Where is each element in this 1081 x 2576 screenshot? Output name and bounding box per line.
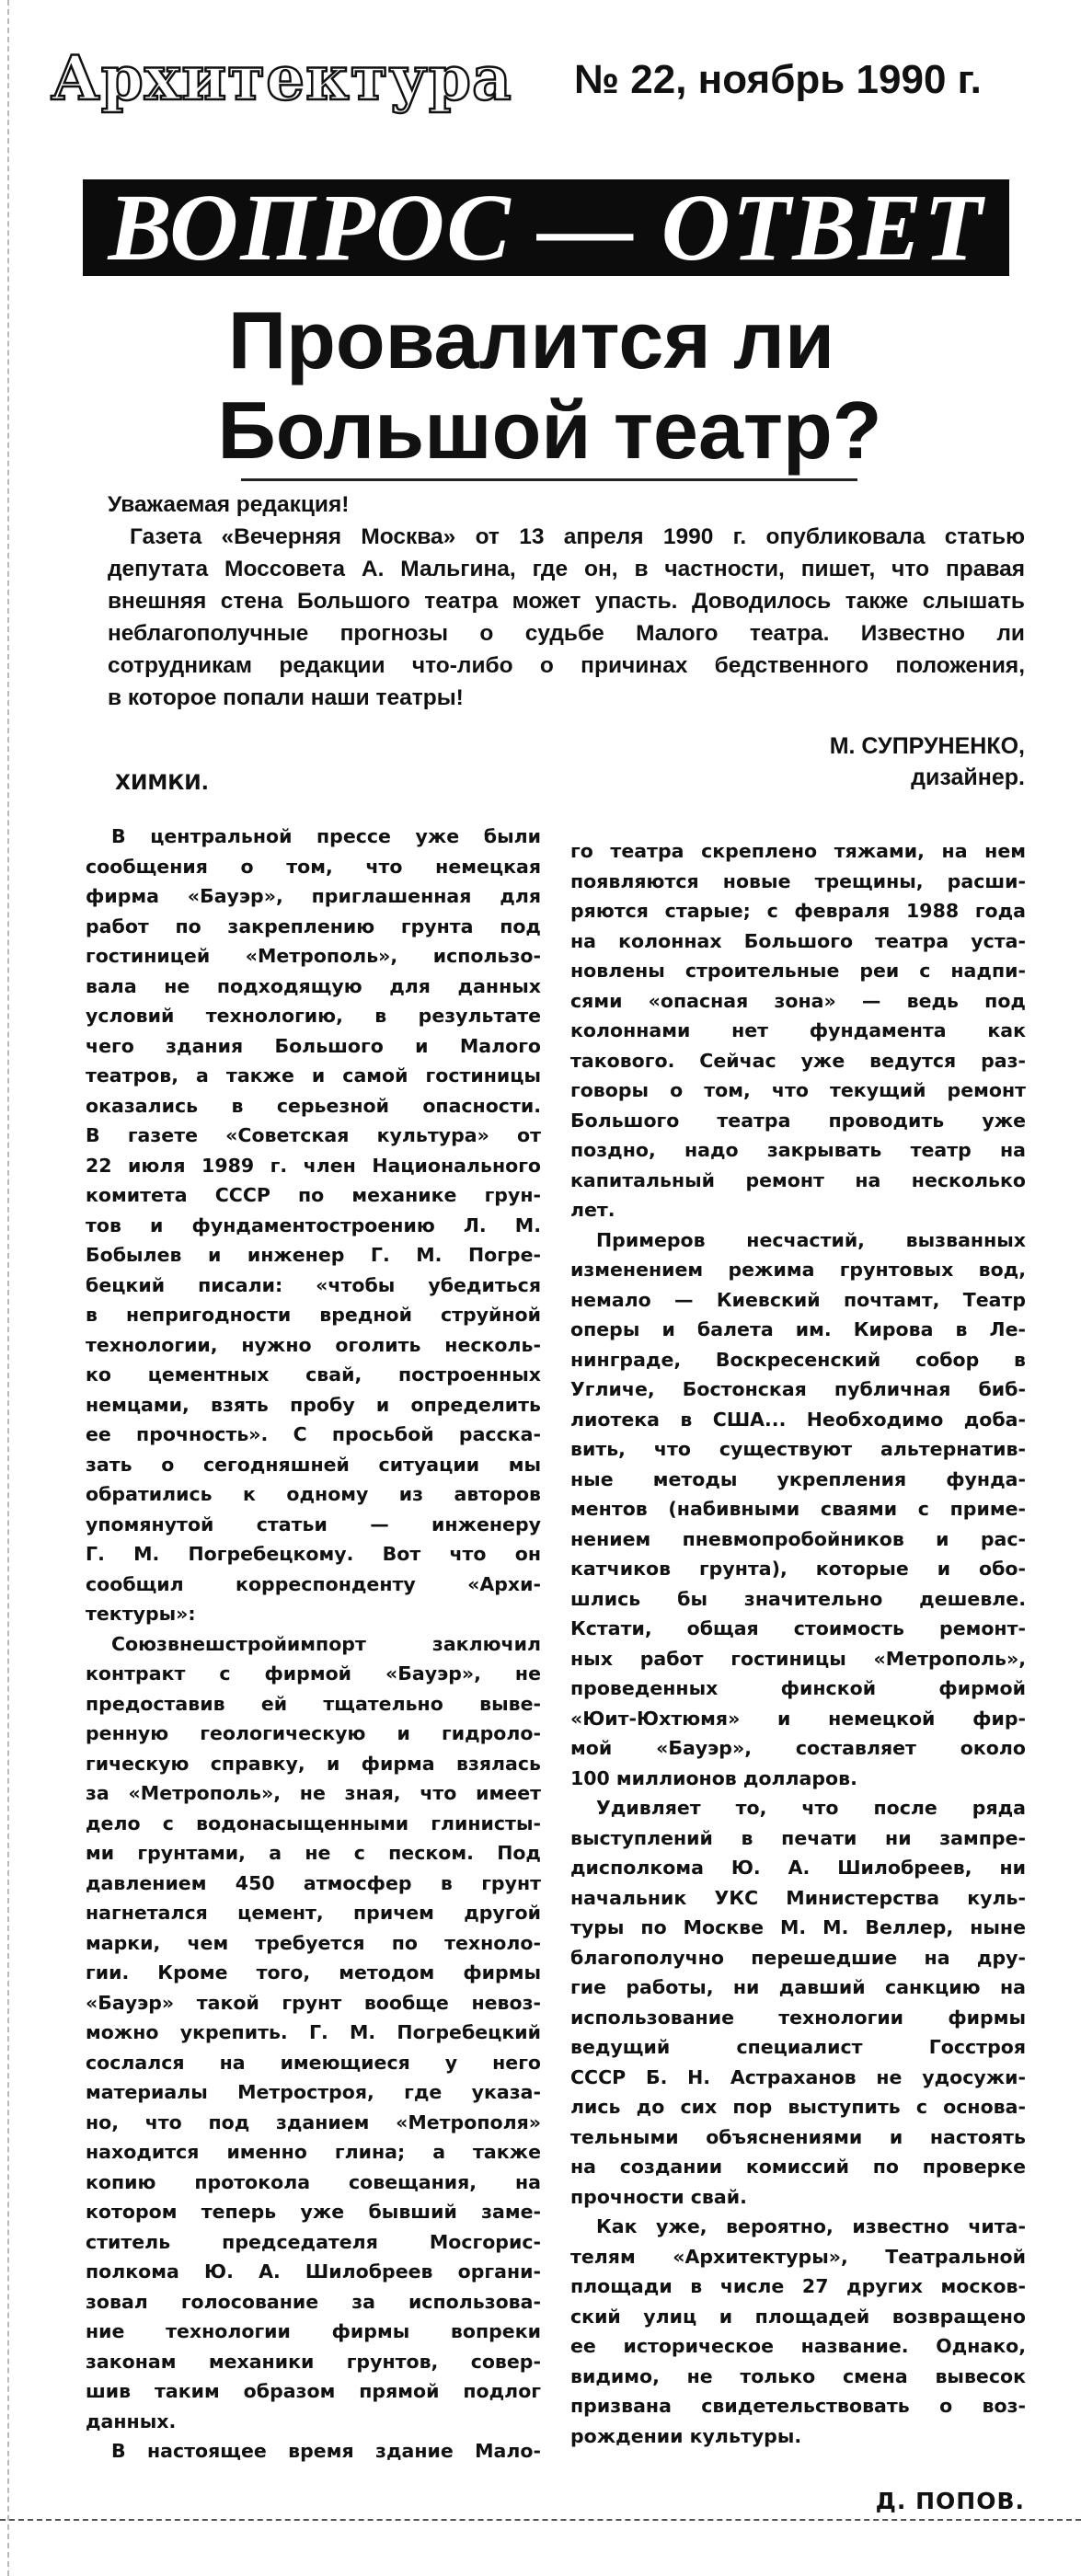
article-line: на создании комиссий по проверке (570, 2156, 1026, 2178)
article-line: обратились к одному из авторов (86, 1483, 541, 1505)
article-paragraph (86, 2436, 541, 2467)
article-line: условий технологию, в результате (86, 1005, 541, 1027)
newspaper-masthead: Архитектура (51, 42, 512, 114)
article-line: площади в числе 27 других москов- (570, 2275, 1026, 2297)
article-line: выступлений в печати ни зампре- (570, 1826, 1026, 1849)
letter-author: М. СУПРУНЕНКО, (829, 733, 1025, 759)
article-line: контракт с фирмой «Бауэр», не (86, 1662, 541, 1685)
article-line: ментов (набивными сваями с приме- (570, 1498, 1026, 1520)
article-line: зать о сегодняшней ситуации мы (86, 1453, 541, 1476)
article-line: можно укрепить. Г. М. Погребецкий (86, 2021, 541, 2043)
article-line: бецкий писали: «чтобы убедиться (86, 1273, 541, 1296)
article-line: гостиницей «Метрополь», использо- (86, 945, 541, 967)
article-line: Удивляет то, что после ряда (596, 1797, 1026, 1819)
article-line: СССР Б. Н. Астраханов не удосужи- (570, 2065, 1026, 2088)
article-line: ряются старые; с февраля 1988 года (570, 900, 1026, 922)
article-line: ее прочность». С просьбой расска- (86, 1423, 541, 1445)
article-line: ренную геологическую и гидроло- (86, 1722, 541, 1744)
article-line: находится именно глина; а также (86, 2141, 541, 2163)
article-line: нинграде, Воскресенский собор в (570, 1348, 1026, 1371)
article-line: изменением режима грунтовых вод, (570, 1259, 1026, 1281)
article-line: законам механики грунтов, совер- (86, 2350, 541, 2373)
article-byline: Д. ПОПОВ. (875, 2488, 1025, 2514)
article-line: начальник УКС Министерства куль- (570, 1886, 1026, 1909)
article-line: «Юит-Юхтюмя» и немецкой фир- (570, 1707, 1026, 1730)
article-line: котором теперь уже бывший заме- (86, 2201, 541, 2223)
headline-line-2: Большой театр? (217, 385, 882, 476)
article-paragraph (86, 822, 541, 1629)
article-line: сослался на имеющиеся у него (86, 2051, 541, 2074)
article-line: ский улиц и площадей возвращено (570, 2305, 1026, 2328)
article-line: немало — Киевский почтамт, Театр (570, 1288, 1026, 1311)
article-line: работ по закреплению грунта под (86, 914, 541, 937)
article-line: такового. Сейчас уже ведутся раз- (570, 1049, 1026, 1072)
article-line: ко цементных свай, построенных (86, 1363, 541, 1386)
article-line: «Бауэр» такой грунт вообще невоз- (86, 1991, 541, 2014)
letter-line: Газета «Вечерняя Москва» от 13 апреля 1990 г. опубликовала статью (130, 524, 1025, 549)
article-line: поздно, надо закрывать театр на (570, 1139, 1026, 1161)
article-paragraph (570, 836, 1026, 1225)
article-line: вить, что существуют альтернатив- (570, 1438, 1026, 1460)
article-line: за «Метрополь», не зная, что имеет (86, 1782, 541, 1804)
headline-line-1: Провалится ли (227, 294, 835, 385)
article-line: лись до сих пор выступить с основа- (570, 2096, 1026, 2118)
article-line: дисполкома Ю. А. Шилобреев, ни (570, 1857, 1026, 1879)
reader-letter (108, 489, 1025, 714)
letter-salutation: Уважаемая редакция! (108, 492, 350, 517)
article-line: Примеров несчастий, вызванных (596, 1228, 1026, 1251)
article-line: материалы Метростроя, где указа- (86, 2081, 541, 2103)
article-line: ститель председателя Мосгорис- (86, 2230, 541, 2253)
article-line: использование технологии фирмы (570, 2006, 1026, 2029)
article-paragraph (570, 1793, 1026, 2212)
article-line: капитальный ремонт на несколько (570, 1168, 1026, 1191)
article-line: проведенных финской фирмой (570, 1677, 1026, 1699)
article-line: ведущий специалист Госстроя (570, 2036, 1026, 2058)
article-line: Г. М. Погребецкому. Вот что он (86, 1543, 541, 1565)
article-line: немцами, взять пробу и определить (86, 1393, 541, 1416)
article-line: туры по Москве М. М. Веллер, ныне (570, 1916, 1026, 1938)
article-line: на колоннах Большого театра уста- (570, 929, 1026, 952)
article-line: В газете «Советская культура» от (86, 1124, 541, 1146)
article-line: сообщил корреспонденту «Архи- (86, 1572, 541, 1595)
dateline: ХИМКИ. (115, 772, 210, 795)
article-line: данных. (86, 2409, 177, 2432)
article-line: Угличе, Бостонская публичная биб- (570, 1378, 1026, 1400)
article-line: копию протокола совещания, на (86, 2170, 541, 2193)
letter-author-role: дизайнер. (911, 765, 1025, 790)
article-line: оказались в серьезной опасности. (86, 1094, 541, 1117)
article-line: В настоящее время здание Мало- (111, 2440, 541, 2462)
article-line: колоннами нет фундамента как (570, 1019, 1026, 1041)
article-line: Союзвнешстройимпорт заключил (111, 1632, 541, 1655)
article-line: гие работы, ни давший санкцию на (570, 1976, 1026, 1998)
article-line: ми грунтами, а не с песком. Под (86, 1842, 541, 1864)
article-line: полкома Ю. А. Шилобреев органи- (86, 2260, 541, 2283)
article-column-right (570, 836, 1026, 2451)
article-line: комитета СССР по механике грун- (86, 1184, 541, 1206)
article-line: в непригодности вредной струйной (86, 1304, 541, 1326)
article-line: мой «Бауэр», составляет около (570, 1737, 1026, 1759)
article-line: гии. Кроме того, методом фирмы (86, 1961, 541, 1984)
article-line: сями «опасная зона» — ведь под (570, 989, 1026, 1012)
article-line: видимо, не только смена вывесок (570, 2364, 1026, 2387)
article-paragraph (86, 1629, 541, 2437)
rubric-banner (83, 179, 1009, 276)
article-line: оперы и балета им. Кирова в Ле- (570, 1318, 1026, 1340)
article-line: лиотека в США... Необходимо доба- (570, 1408, 1026, 1431)
letter-line: неблагополучные прогнозы о судьбе Малого театра. Известно ли (108, 621, 1025, 646)
article-line: ные методы укрепления фунда- (570, 1467, 1026, 1490)
article-line: тов и фундаментостроению Л. М. (86, 1213, 541, 1236)
article-line: фирма «Бауэр», приглашенная для (86, 885, 541, 907)
article-line: благополучно перешедшие на дру- (570, 1946, 1026, 1969)
article-line: нением пневмопробойников и рас- (570, 1527, 1026, 1550)
article-line: прочности свай. (570, 2185, 747, 2208)
letter-line: депутата Моссовета А. Мальгина, где он, в частности, пишет, что правая (108, 557, 1025, 581)
article-line: 22 июля 1989 г. член Национального (86, 1154, 541, 1177)
article-line: рождении культуры. (570, 2424, 802, 2447)
letter-line: сотрудникам редакции что-либо о причинах бедственного положения, (108, 653, 1025, 678)
article-line: ее историческое название. Однако, (570, 2335, 1026, 2357)
article-line: телям «Архитектуры», Театральной (570, 2245, 1026, 2268)
article-line: марки, чем требуется по техноло- (86, 1931, 541, 1954)
article-line: чего здания Большого и Малого (86, 1034, 541, 1057)
article-line: Бобылев и инженер Г. М. Погре- (86, 1244, 541, 1266)
article-line: упомянутой статьи — инженеру (86, 1512, 541, 1535)
article-line: шив таким образом прямой подлог (86, 2380, 541, 2402)
headline-underline (241, 478, 857, 481)
article-line: катчиков грунта), которые и обо- (570, 1558, 1026, 1580)
article-line: шлись бы значительно дешевле. (570, 1587, 1026, 1610)
article-line: Как уже, вероятно, известно чита- (596, 2215, 1026, 2237)
letter-line: в которое попали наши театры! (108, 685, 464, 710)
article-line: Большого театра проводить уже (570, 1109, 1026, 1132)
bottom-rule (0, 2519, 1081, 2521)
article-line: нагнетался цемент, причем другой (86, 1902, 541, 1924)
article-line: призвана свидетельствовать о воз- (570, 2395, 1026, 2417)
article-line: Кстати, общая стоимость ремонт- (570, 1617, 1026, 1639)
article-line: предоставив ей тщательно выве- (86, 1692, 541, 1715)
article-line: дело с водонасыщенными глинисты- (86, 1811, 541, 1834)
article-line: лет. (570, 1199, 615, 1221)
article-line: гическую справку, и фирма взялась (86, 1752, 541, 1775)
article-line: го театра скреплено тяжами, на нем (570, 840, 1026, 862)
article-line: говоры о том, что текущий ремонт (570, 1079, 1026, 1101)
article-line: давлением 450 атмосфер в грунт (86, 1871, 541, 1894)
article-line: вала не подходящую для данных (86, 974, 541, 997)
article-line: В центральной прессе уже были (111, 825, 541, 847)
article-line: ных работ гостиницы «Метрополь», (570, 1647, 1026, 1670)
article-line: театров, а также и самой гостиницы (86, 1064, 541, 1087)
article-column-left (86, 822, 541, 2467)
article-line: тектуры»: (86, 1603, 196, 1625)
article-paragraph (570, 2212, 1026, 2451)
article-line: но, что под зданием «Метрополя» (86, 2110, 541, 2133)
article-line: тельными объяснениями и настоять (570, 2125, 1026, 2148)
article-line: сообщения о том, что немецкая (86, 855, 541, 878)
letter-line: внешняя стена Большого театра может упасть. Доводилось также слышать (108, 589, 1025, 614)
article-line: ние технологии фирмы вопреки (86, 2320, 541, 2342)
article-line: технологии, нужно оголить несколь- (86, 1333, 541, 1356)
rubric-title: ВОПРОС — ОТВЕТ (108, 179, 984, 276)
issue-number: № 22, ноябрь 1990 г. (574, 57, 982, 102)
article-line: зовал голосование за использова- (86, 2290, 541, 2313)
article-line: появляются новые трещины, расши- (570, 869, 1026, 892)
article-paragraph (570, 1225, 1026, 1794)
article-line: 100 миллионов долларов. (570, 1766, 857, 1789)
article-line: новлены строительные реи с надпи- (570, 960, 1026, 982)
